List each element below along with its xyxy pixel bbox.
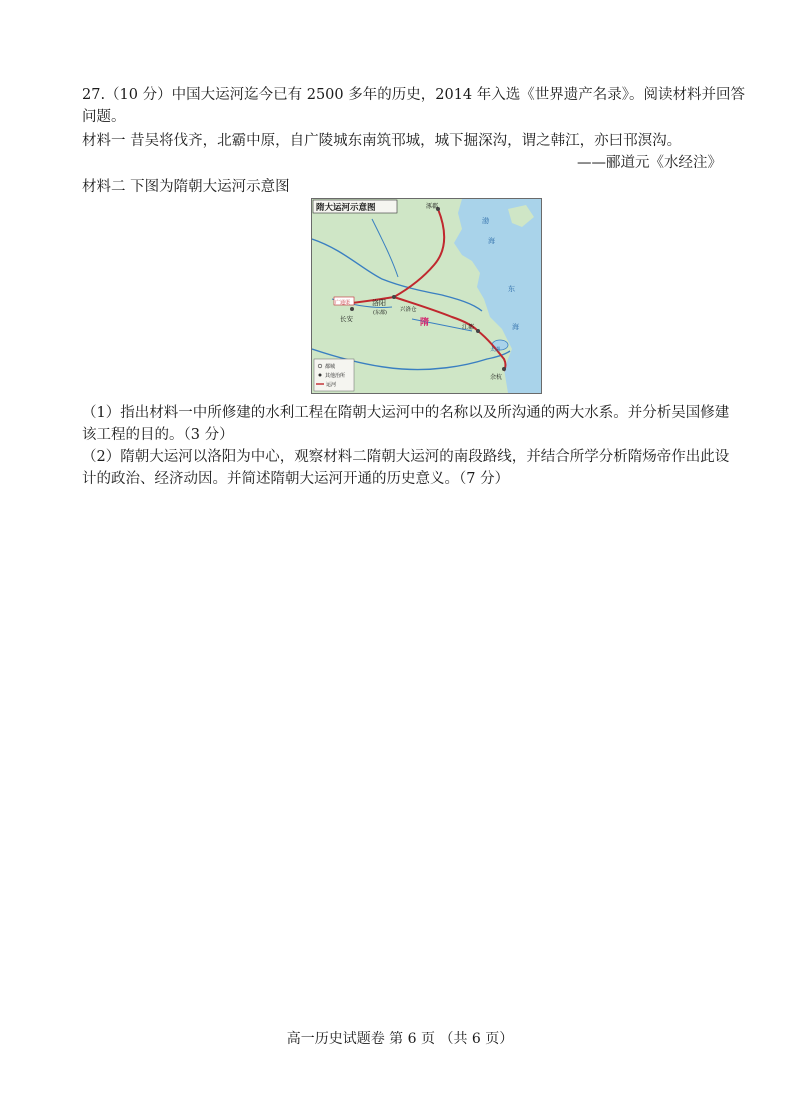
grand-canal-map [311, 198, 542, 394]
page-footer: 高一历史试题卷 第 6 页 （共 6 页） [286, 1031, 514, 1047]
yuhang-label: 余杭 [490, 374, 503, 381]
luoyang-label: 洛阳 [372, 299, 386, 307]
luoyang-dot [392, 295, 396, 299]
jiangdu-dot [476, 329, 480, 333]
sea-label-4: 海 [512, 323, 519, 331]
question-27-stem-cont: 问题。 [82, 109, 126, 125]
sui-label: 隋 [420, 318, 430, 328]
guangtong-label: 广通渠 [335, 300, 351, 306]
sub-question-2-cont: 计的政治、经济动因。并简述隋朝大运河开通的历史意义。（7 分） [82, 471, 510, 487]
jiangdu-label: 江都 [462, 324, 475, 331]
material-1-text: 材料一 昔吴将伐齐，北霸中原，自广陵城东南筑邗城，城下掘深沟，谓之韩江，亦曰邗溟沟。 [82, 133, 682, 149]
material-1-source: ——郦道元《水经注》 [577, 155, 722, 171]
sub-question-2: （2）隋朝大运河以洛阳为中心，观察材料二隋朝大运河的南段路线，并结合所学分析隋炀帝作出此设 [82, 449, 730, 465]
sub-question-1-cont: 该工程的目的。（3 分） [82, 427, 234, 443]
legend-capital-label: 都城 [325, 364, 336, 370]
sea-label-2: 海 [488, 237, 495, 245]
legend-canal-label: 运河 [326, 382, 337, 388]
changan-label: 长安 [340, 315, 353, 323]
changan-dot [350, 307, 354, 311]
question-27-stem: 27.（10 分）中国大运河迄今已有 2500 多年的历史，2014 年入选《世界遗产名录》。阅读材料并回答 [82, 87, 745, 103]
taihu-label: 太湖 [490, 347, 501, 353]
sea-label-3: 东 [508, 285, 515, 293]
zhuojun-label: 涿郡 [426, 203, 439, 210]
luoyang-sub-label: (东都) [373, 310, 387, 316]
sub-question-1: （1）指出材料一中所修建的水利工程在隋朝大运河中的名称以及所沟通的两大水系。并分析吴国修建 [82, 405, 730, 421]
map-title: 隋大运河示意图 [316, 203, 376, 213]
legend-other-symbol [319, 374, 322, 377]
yongji-canal [352, 209, 444, 303]
material-2-caption: 材料二 下图为隋朝大运河示意图 [82, 179, 290, 195]
sea-label-1: 渤 [482, 217, 489, 225]
legend-other-label: 其他治所 [325, 373, 346, 379]
xingluocang-label: 兴洛仓 [400, 307, 417, 313]
fen-river [372, 219, 398, 277]
map-svg [312, 199, 541, 393]
yuhang-dot [502, 367, 506, 371]
